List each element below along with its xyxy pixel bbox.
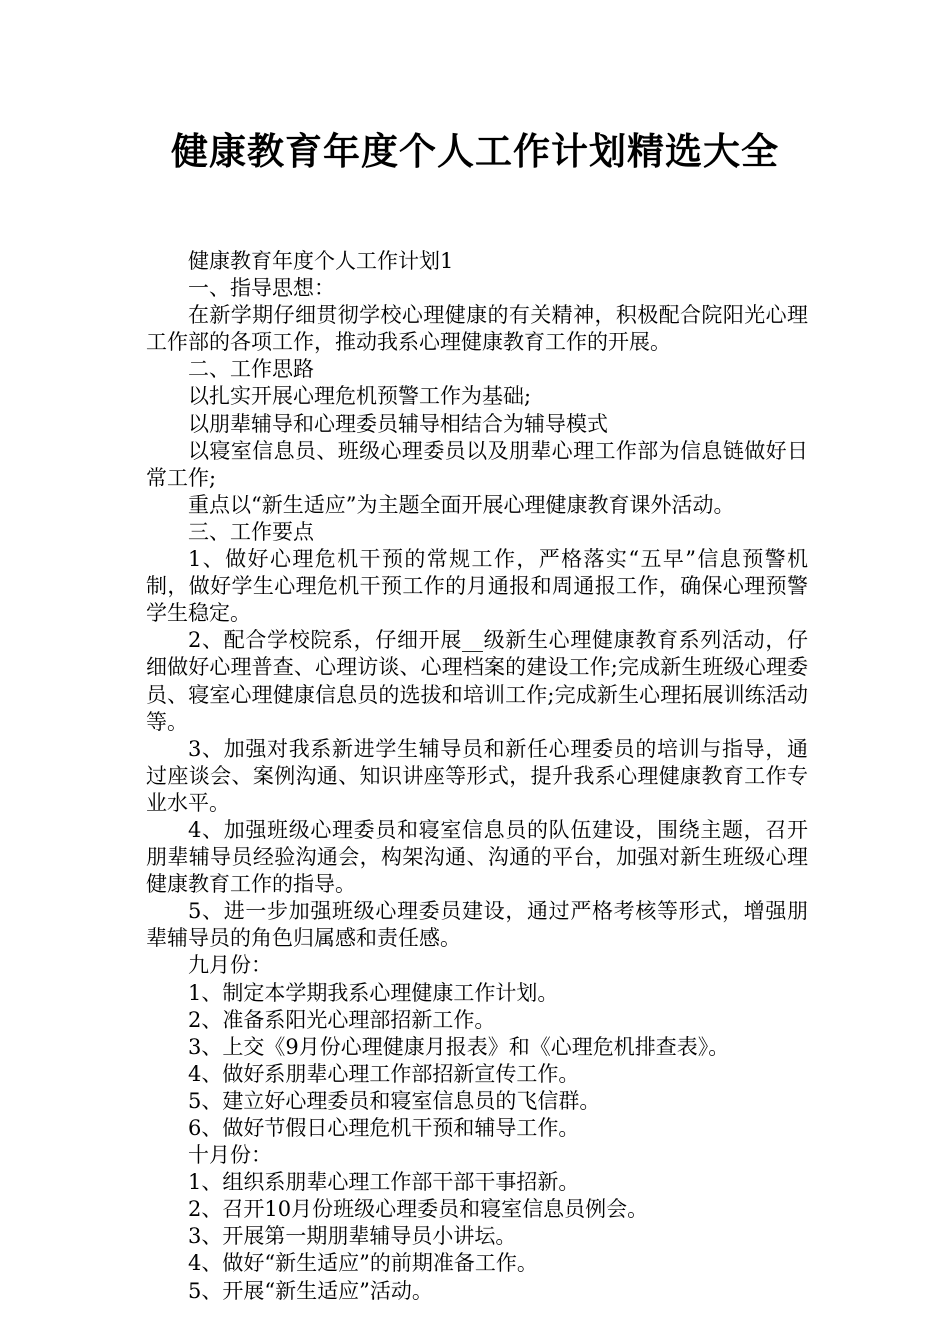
document-paragraph: 5、进一步加强班级心理委员建设，通过严格考核等形式，增强朋辈辅导员的角色归属感和责任感。 [146, 899, 808, 951]
document-paragraph: 3、开展第一期朋辈辅导员小讲坛。 [188, 1224, 517, 1249]
document-paragraph: 5、建立好心理委员和寝室信息员的飞信群。 [188, 1088, 601, 1113]
document-paragraph: 3、上交《9月份心理健康月报表》和《心理危机排查表》。 [188, 1034, 730, 1059]
document-paragraph: 3、加强对我系新进学生辅导员和新任心理委员的培训与指导，通过座谈会、案例沟通、知识讲座等形式，提升我系心理健康教育工作专业水平。 [146, 736, 808, 815]
document-body [146, 248, 808, 1305]
document-paragraph: 在新学期仔细贯彻学校心理健康的有关精神，积极配合院阳光心理工作部的各项工作，推动我系心理健康教育工作的开展。 [146, 303, 808, 355]
document-paragraph: 十月份： [188, 1143, 272, 1168]
document-paragraph: 以寝室信息员、班级心理委员以及朋辈心理工作部为信息链做好日常工作; [146, 438, 808, 490]
document-paragraph: 三、工作要点 [188, 519, 314, 544]
document-paragraph: 2、召开10月份班级心理委员和寝室信息员例会。 [188, 1197, 649, 1222]
document-paragraph: 1、做好心理危机干预的常规工作，严格落实“五早”信息预警机制，做好学生心理危机干预工作的月通报和周通报工作，确保心理预警学生稳定。 [146, 547, 808, 626]
document-paragraph: 以扎实开展心理危机预警工作为基础; [188, 384, 532, 409]
document-paragraph: 5、开展“新生适应”活动。 [188, 1278, 433, 1303]
document-paragraph: 1、组织系朋辈心理工作部干部干事招新。 [188, 1170, 580, 1195]
document-paragraph: 2、配合学校院系，仔细开展__级新生心理健康教育系列活动，仔细做好心理普查、心理访谈、心理档案的建设工作;完成新生班级心理委员、寝室心理健康信息员的选拔和培训工作;完成新生心理拓展训练活动等。 [146, 628, 808, 734]
document-paragraph: 4、加强班级心理委员和寝室信息员的队伍建设，围绕主题，召开朋辈辅导员经验沟通会，构架沟通、沟通的平台，加强对新生班级心理健康教育工作的指导。 [146, 817, 808, 897]
document-paragraph: 4、做好“新生适应”的前期准备工作。 [188, 1251, 538, 1276]
document-paragraph: 2、准备系阳光心理部招新工作。 [188, 1007, 496, 1032]
document-paragraph: 以朋辈辅导和心理委员辅导相结合为辅导模式 [188, 411, 608, 436]
document-paragraph: 重点以“新生适应”为主题全面开展心理健康教育课外活动。 [188, 492, 735, 517]
document-paragraph: 1、制定本学期我系心理健康工作计划。 [188, 980, 559, 1005]
document-paragraph: 九月份： [188, 953, 272, 978]
document-paragraph: 二、工作思路 [188, 357, 314, 382]
document-title: 健康教育年度个人工作计划精选大全 [171, 130, 779, 173]
document-paragraph: 健康教育年度个人工作计划1 [188, 249, 454, 273]
document-paragraph: 6、做好节假日心理危机干预和辅导工作。 [188, 1116, 580, 1140]
document-paragraph: 一、指导思想： [188, 276, 335, 301]
document-paragraph: 4、做好系朋辈心理工作部招新宣传工作。 [188, 1061, 580, 1086]
